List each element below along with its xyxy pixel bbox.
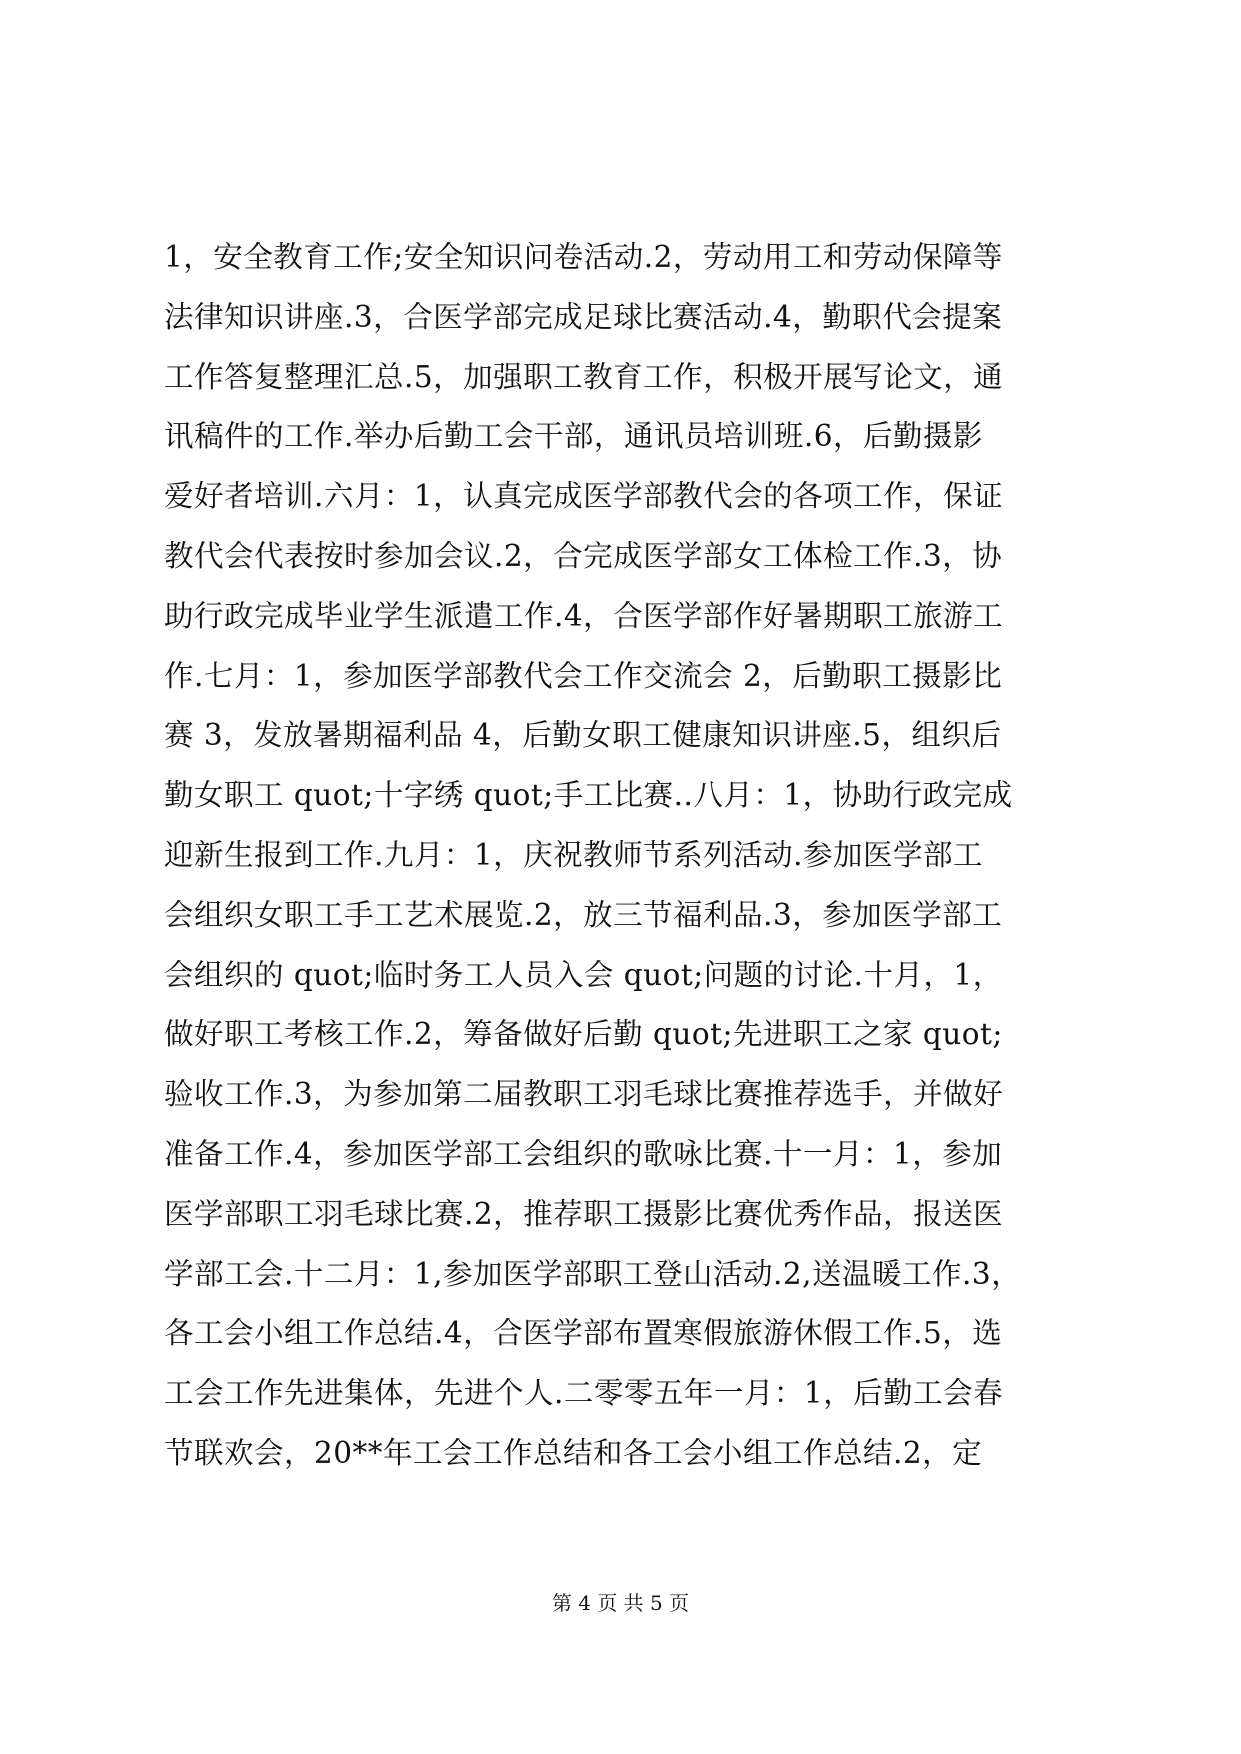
text-line: 节联欢会，20**年工会工作总结和各工会小组工作总结.2，定 xyxy=(164,1435,983,1470)
text-line: 学部工会.十二月：1,参加医学部职工登山活动.2,送温暖工作.3， xyxy=(164,1256,1022,1291)
text-line: 1，安全教育工作;安全知识问卷活动.2，劳动用工和劳动保障等 xyxy=(164,240,1003,274)
page-number-footer: 第 4 页 共 5 页 xyxy=(551,1591,690,1615)
text-line: 法律知识讲座.3，合医学部完成足球比赛活动.4，勤职代会提案 xyxy=(164,299,1003,334)
text-line: 会组织女职工手工艺术展览.2，放三节福利品.3，参加医学部工 xyxy=(164,897,1003,932)
text-line: 讯稿件的工作.举办后勤工会干部，通讯员培训班.6，后勤摄影 xyxy=(164,419,984,454)
text-line: 迎新生报到工作.九月：1，庆祝教师节系列活动.参加医学部工 xyxy=(164,837,984,872)
text-line: 准备工作.4，参加医学部工会组织的歌咏比赛.十一月：1，参加 xyxy=(164,1136,1003,1171)
text-line: 医学部职工羽毛球比赛.2，推荐职工摄影比赛优秀作品，报送医 xyxy=(164,1196,1004,1231)
text-line: 爱好者培训.六月：1，认真完成医学部教代会的各项工作，保证 xyxy=(164,479,1004,514)
text-line: 会组织的 quot;临时务工人员入会 quot;问题的讨论.十月，1， xyxy=(164,957,1003,992)
text-line: 勤女职工 quot;十字绣 quot;手工比赛..八月：1，协助行政完成 xyxy=(164,778,1013,813)
text-line: 工作答复整理汇总.5，加强职工教育工作，积极开展写论文，通 xyxy=(164,359,1004,394)
text-line: 工会工作先进集体，先进个人.二零零五年一月：1，后勤工会春 xyxy=(164,1376,1004,1411)
text-line: 做好职工考核工作.2，筹备做好后勤 quot;先进职工之家 quot; xyxy=(164,1017,1003,1052)
text-line: 教代会代表按时参加会议.2，合完成医学部女工体检工作.3，协 xyxy=(164,538,1003,573)
text-line: 赛 3，发放暑期福利品 4，后勤女职工健康知识讲座.5，组织后 xyxy=(164,718,1002,753)
text-line: 验收工作.3，为参加第二届教职工羽毛球比赛推荐选手，并做好 xyxy=(164,1077,1004,1112)
text-line: 助行政完成毕业学生派遣工作.4，合医学部作好暑期职工旅游工 xyxy=(164,598,1004,633)
text-line: 作.七月：1，参加医学部教代会工作交流会 2，后勤职工摄影比 xyxy=(164,658,1003,693)
text-line: 各工会小组工作总结.4，合医学部布置寒假旅游休假工作.5，选 xyxy=(164,1316,1003,1351)
body-text xyxy=(164,228,1084,1484)
